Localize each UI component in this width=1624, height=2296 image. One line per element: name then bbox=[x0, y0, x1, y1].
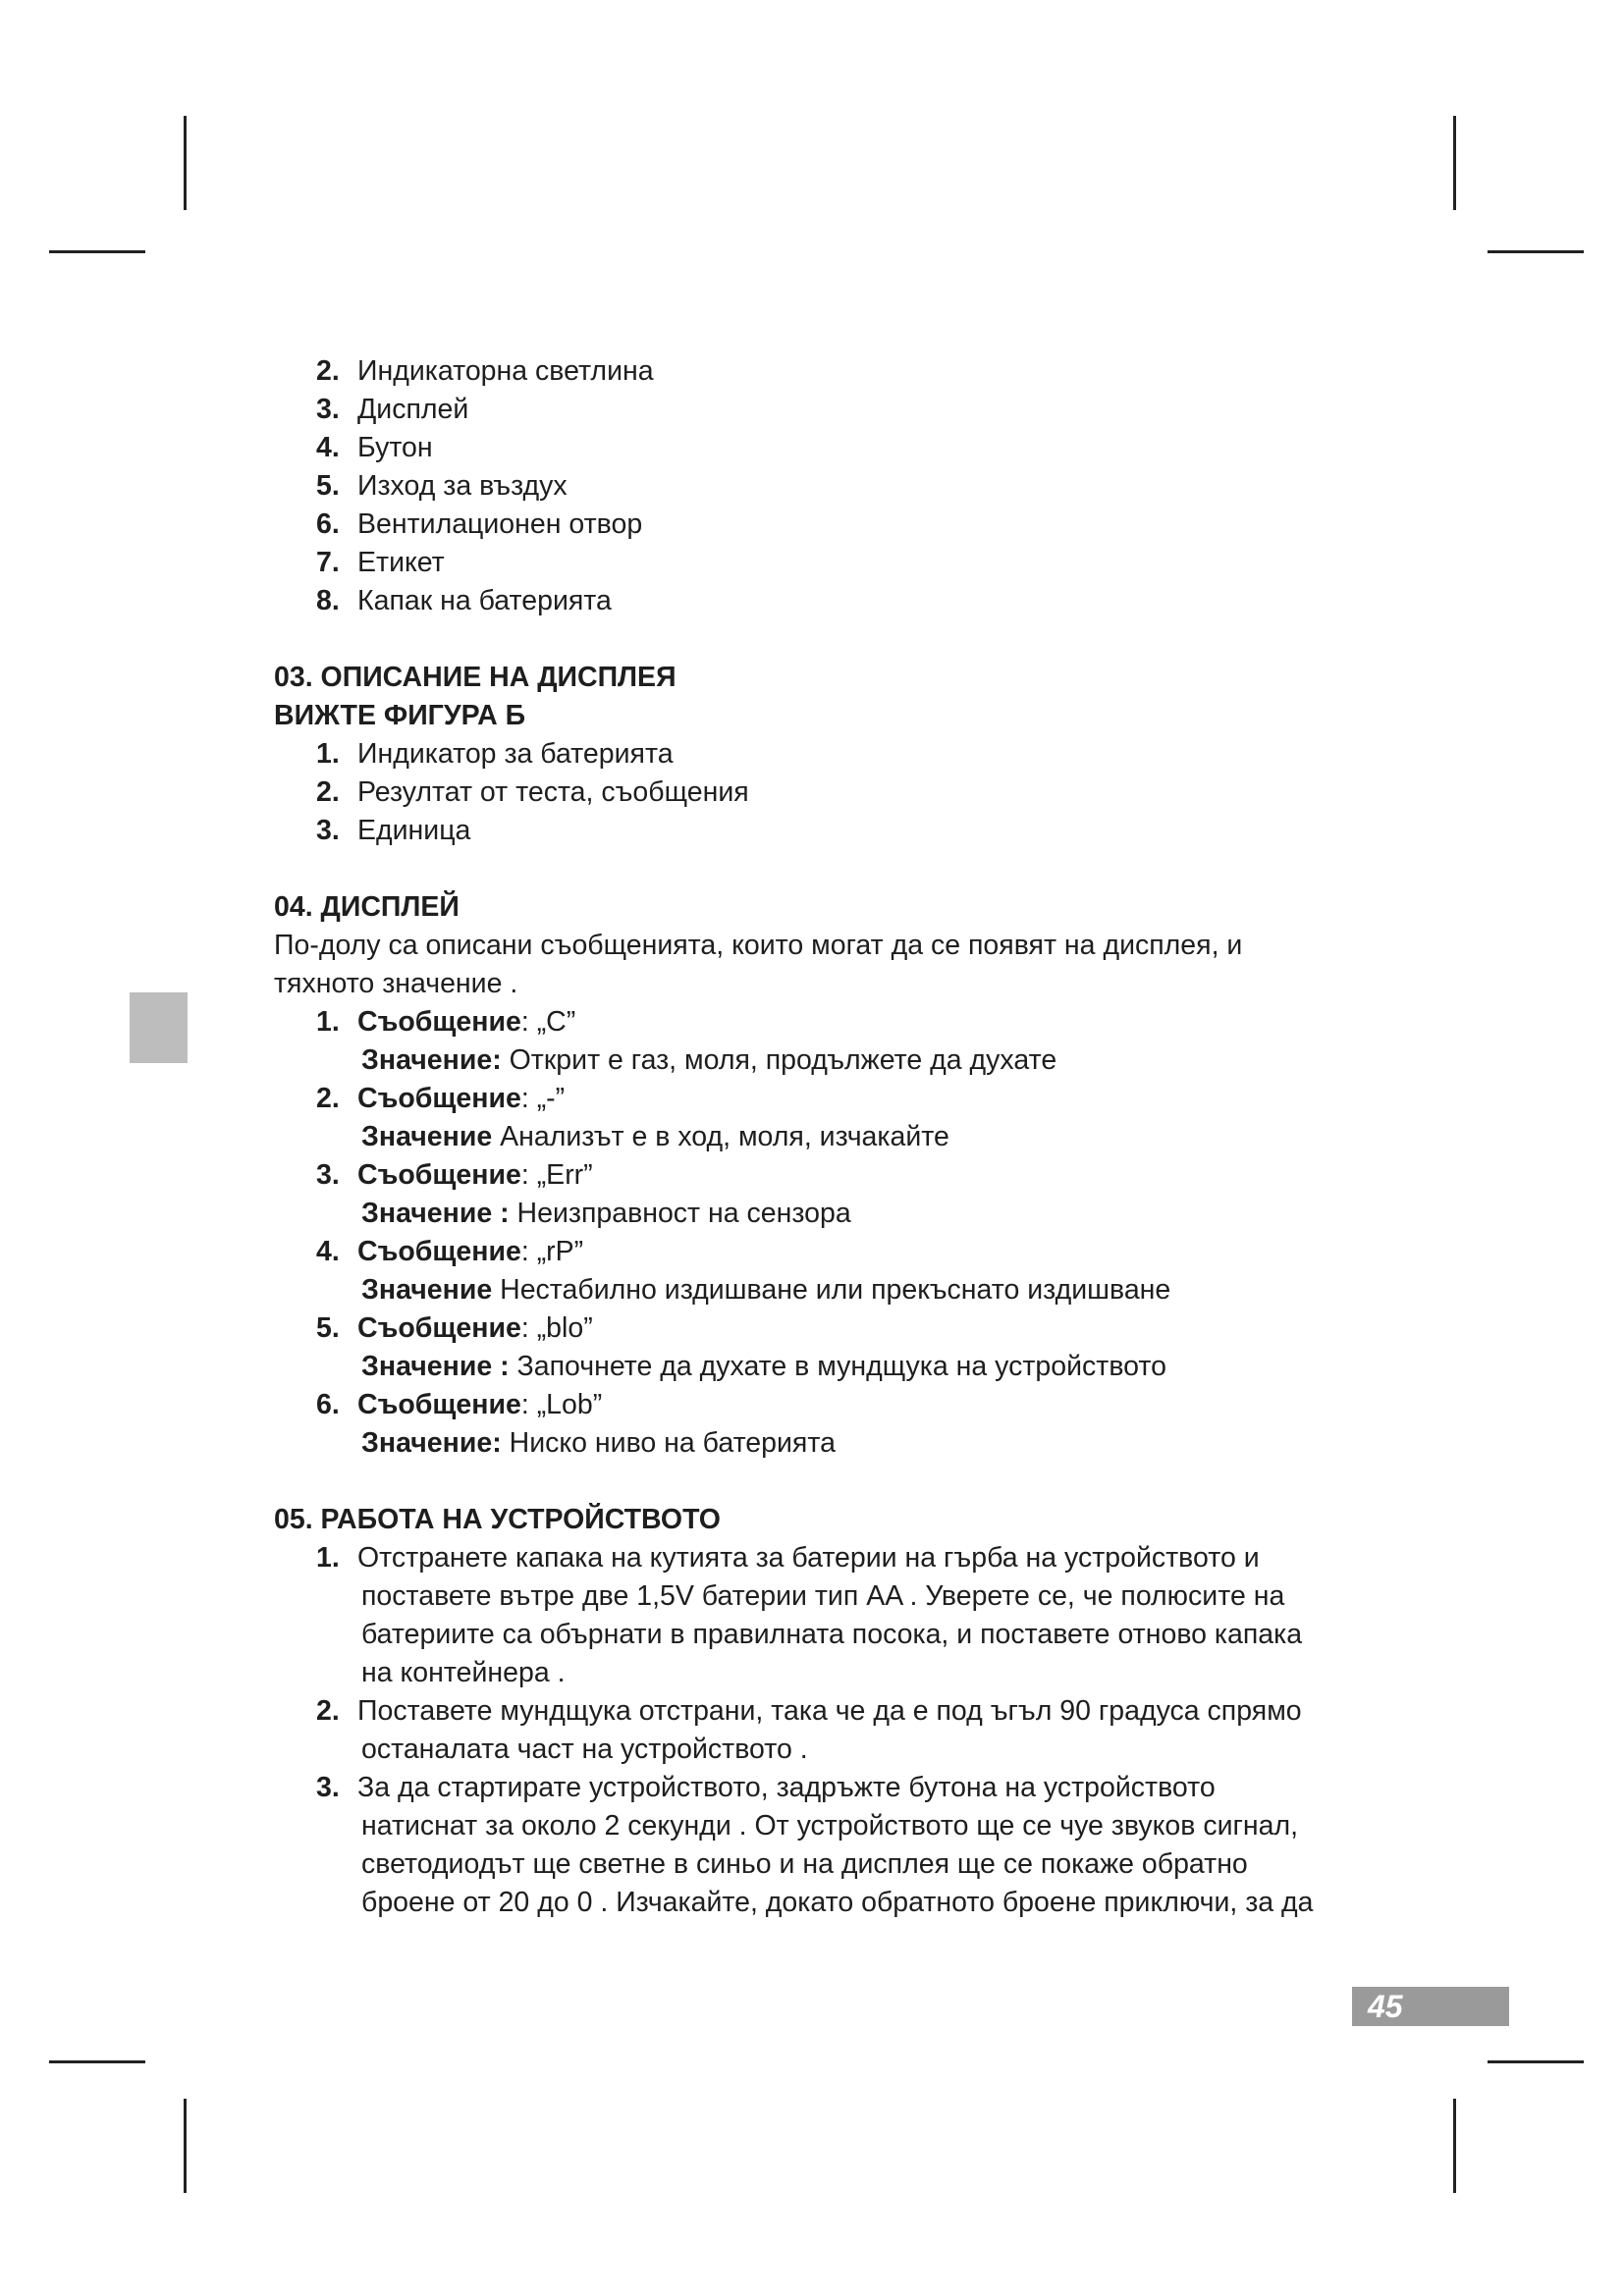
list-item: 7. Етикет bbox=[316, 547, 445, 578]
message-item: 2. Съобщение: „-” bbox=[316, 1083, 566, 1114]
list-item: 4. Бутон bbox=[316, 432, 433, 463]
section-05-title: 05. РАБОТА НА УСТРОЙСТВОТО bbox=[274, 1504, 721, 1535]
step-line: батериите са обърнати в правилната посока, и поставете отново капака bbox=[361, 1619, 1303, 1650]
message-meaning: Значение Анализът е в ход, моля, изчакайте bbox=[361, 1121, 949, 1152]
message-item: 1. Съобщение: „C” bbox=[316, 1006, 576, 1038]
section-04-intro-line-2: тяхното значение . bbox=[274, 968, 518, 999]
section-04-intro-line-1: По-долу са описани съобщенията, които могат да се появят на дисплея, и bbox=[274, 930, 1243, 961]
step-item: 1. Отстранете капака на кутията за батерии на гърба на устройството и bbox=[316, 1542, 1260, 1574]
message-meaning: Значение : Неизправност на сензора bbox=[361, 1198, 851, 1229]
step-item: 3. За да стартирате устройството, задръжте бутона на устройството bbox=[316, 1772, 1216, 1803]
list-item: 8. Капак на батерията bbox=[316, 585, 612, 616]
message-item: 6. Съобщение: „Lob” bbox=[316, 1389, 603, 1420]
step-line: на контейнера . bbox=[361, 1657, 566, 1688]
message-meaning: Значение Нестабилно издишване или прекъснато издишване bbox=[361, 1274, 1171, 1306]
message-item: 5. Съобщение: „blo” bbox=[316, 1312, 593, 1344]
message-item: 4. Съобщение: „rP” bbox=[316, 1236, 584, 1267]
list-item: 6. Вентилационен отвор bbox=[316, 508, 643, 540]
message-meaning: Значение: Открит е газ, моля, продължете да духате bbox=[361, 1044, 1057, 1076]
step-line: броене от 20 до 0 . Изчакайте, докато обратното броене приключи, за да bbox=[361, 1887, 1314, 1918]
list-item: 3. Единица bbox=[316, 815, 471, 846]
message-item: 3. Съобщение: „Err” bbox=[316, 1159, 593, 1191]
message-meaning: Значение: Ниско ниво на батерията bbox=[361, 1427, 836, 1459]
message-meaning: Значение : Започнете да духате в мундщука на устройството bbox=[361, 1351, 1166, 1382]
list-item: 1. Индикатор за батерията bbox=[316, 738, 674, 770]
list-item: 2. Резултат от теста, съобщения bbox=[316, 776, 749, 808]
step-line: натиснат за около 2 секунди . От устройството ще се чуе звуков сигнал, bbox=[361, 1810, 1299, 1842]
section-03-subtitle: ВИЖТЕ ФИГУРА Б bbox=[274, 700, 526, 731]
step-line: останалата част на устройството . bbox=[361, 1734, 808, 1765]
section-04-title: 04. ДИСПЛЕЙ bbox=[274, 891, 460, 923]
section-03-title: 03. ОПИСАНИЕ НА ДИСПЛЕЯ bbox=[274, 662, 677, 693]
step-line: поставете вътре две 1,5V батерии тип AA . Уверете се, че полюсите на bbox=[361, 1580, 1285, 1612]
page-number: 45 bbox=[1352, 1987, 1509, 2026]
list-item: 2. Индикаторна светлина bbox=[316, 355, 654, 387]
list-item: 5. Изход за въздух bbox=[316, 470, 568, 502]
step-line: светодиодът ще светне в синьо и на дисплея ще се покаже обратно bbox=[361, 1848, 1248, 1880]
list-item: 3. Дисплей bbox=[316, 394, 469, 425]
step-item: 2. Поставете мундщука отстрани, така че да е под ъгъл 90 градуса спрямо bbox=[316, 1695, 1302, 1727]
